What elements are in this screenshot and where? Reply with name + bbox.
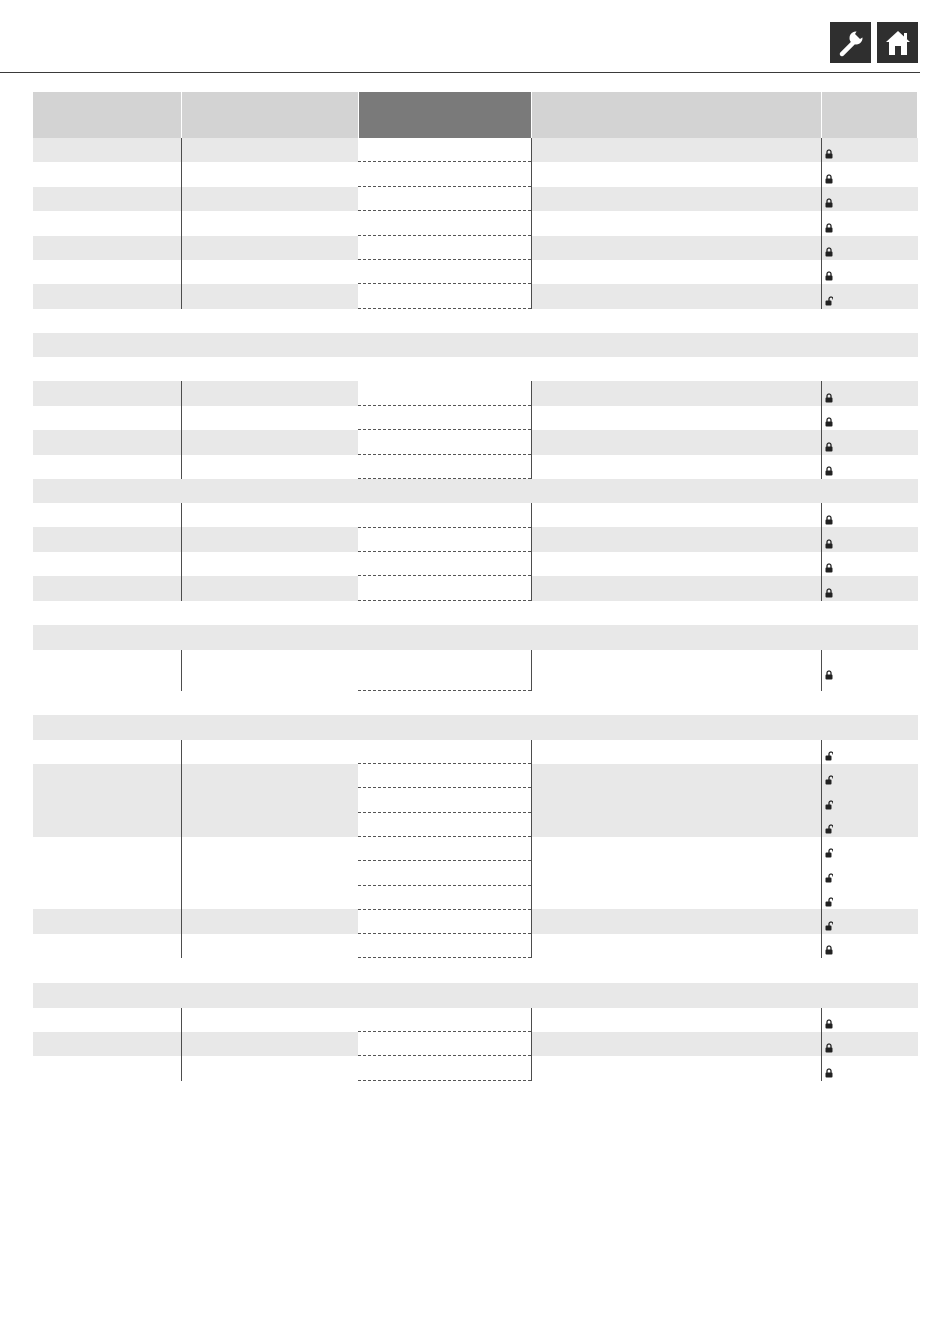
lock-icon (825, 463, 833, 473)
column-divider (821, 138, 822, 309)
column-divider (181, 138, 182, 309)
column-header-1 (33, 92, 181, 138)
lock-icon (825, 220, 833, 230)
value-cell (358, 138, 531, 162)
value-cell (358, 284, 531, 309)
column-divider (531, 1008, 532, 1081)
value-cell (358, 1032, 531, 1056)
value-cell (358, 455, 531, 479)
column-divider (181, 503, 182, 601)
table-row (33, 983, 918, 1008)
value-cell (358, 576, 531, 601)
unlock-icon (825, 821, 833, 831)
table-row (33, 479, 918, 503)
lock-icon (825, 1016, 833, 1026)
column-divider (821, 381, 822, 479)
value-cell (358, 187, 531, 211)
lock-icon (825, 585, 833, 595)
lock-icon (825, 1040, 833, 1050)
lock-icon (825, 268, 833, 278)
header-divider (0, 72, 920, 73)
home-icon (883, 28, 913, 58)
table-row (33, 715, 918, 740)
table-row (33, 333, 918, 357)
column-divider (821, 503, 822, 601)
value-cell (358, 236, 531, 260)
lock-icon (825, 536, 833, 546)
settings-button[interactable] (830, 22, 871, 63)
lock-icon (825, 171, 833, 181)
value-cell (358, 1008, 531, 1032)
value-cell (358, 1056, 531, 1081)
value-cell (358, 764, 531, 788)
column-divider (181, 740, 182, 958)
column-divider (531, 138, 532, 309)
value-cell (358, 788, 531, 813)
value-cell (358, 813, 531, 837)
column-divider (181, 1008, 182, 1081)
lock-icon (825, 244, 833, 254)
value-cell (358, 406, 531, 430)
value-cell (358, 837, 531, 861)
home-button[interactable] (877, 22, 918, 63)
value-cell (358, 552, 531, 576)
column-divider (531, 503, 532, 601)
lock-icon (825, 414, 833, 424)
value-cell (358, 650, 531, 691)
value-cell (358, 528, 531, 552)
column-divider (181, 650, 182, 691)
lock-icon (825, 146, 833, 156)
lock-icon (825, 390, 833, 400)
lock-icon (825, 667, 833, 677)
column-header-4 (532, 92, 821, 138)
lock-icon (825, 560, 833, 570)
lock-icon (825, 1065, 833, 1075)
value-cell (358, 260, 531, 284)
wrench-icon (836, 28, 866, 58)
column-divider (531, 650, 532, 691)
unlock-icon (825, 845, 833, 855)
value-cell (358, 503, 531, 528)
lock-icon (825, 942, 833, 952)
lock-icon (825, 512, 833, 522)
column-divider (531, 740, 532, 958)
column-header-3 (359, 92, 531, 138)
value-cell (358, 381, 531, 406)
column-divider (821, 740, 822, 958)
column-divider (821, 650, 822, 691)
value-cell (358, 430, 531, 455)
value-cell (358, 910, 531, 934)
column-divider (181, 381, 182, 479)
unlock-icon (825, 918, 833, 928)
unlock-icon (825, 870, 833, 880)
value-cell (358, 886, 531, 910)
unlock-icon (825, 293, 833, 303)
unlock-icon (825, 748, 833, 758)
column-header-5 (822, 92, 917, 138)
lock-icon (825, 439, 833, 449)
column-divider (821, 1008, 822, 1081)
value-cell (358, 211, 531, 236)
unlock-icon (825, 797, 833, 807)
column-header-2 (182, 92, 358, 138)
column-divider (531, 381, 532, 479)
unlock-icon (825, 772, 833, 782)
lock-icon (825, 195, 833, 205)
value-cell (358, 740, 531, 764)
value-cell (358, 861, 531, 886)
value-cell (358, 162, 531, 187)
value-cell (358, 934, 531, 958)
unlock-icon (825, 894, 833, 904)
table-row (33, 625, 918, 650)
